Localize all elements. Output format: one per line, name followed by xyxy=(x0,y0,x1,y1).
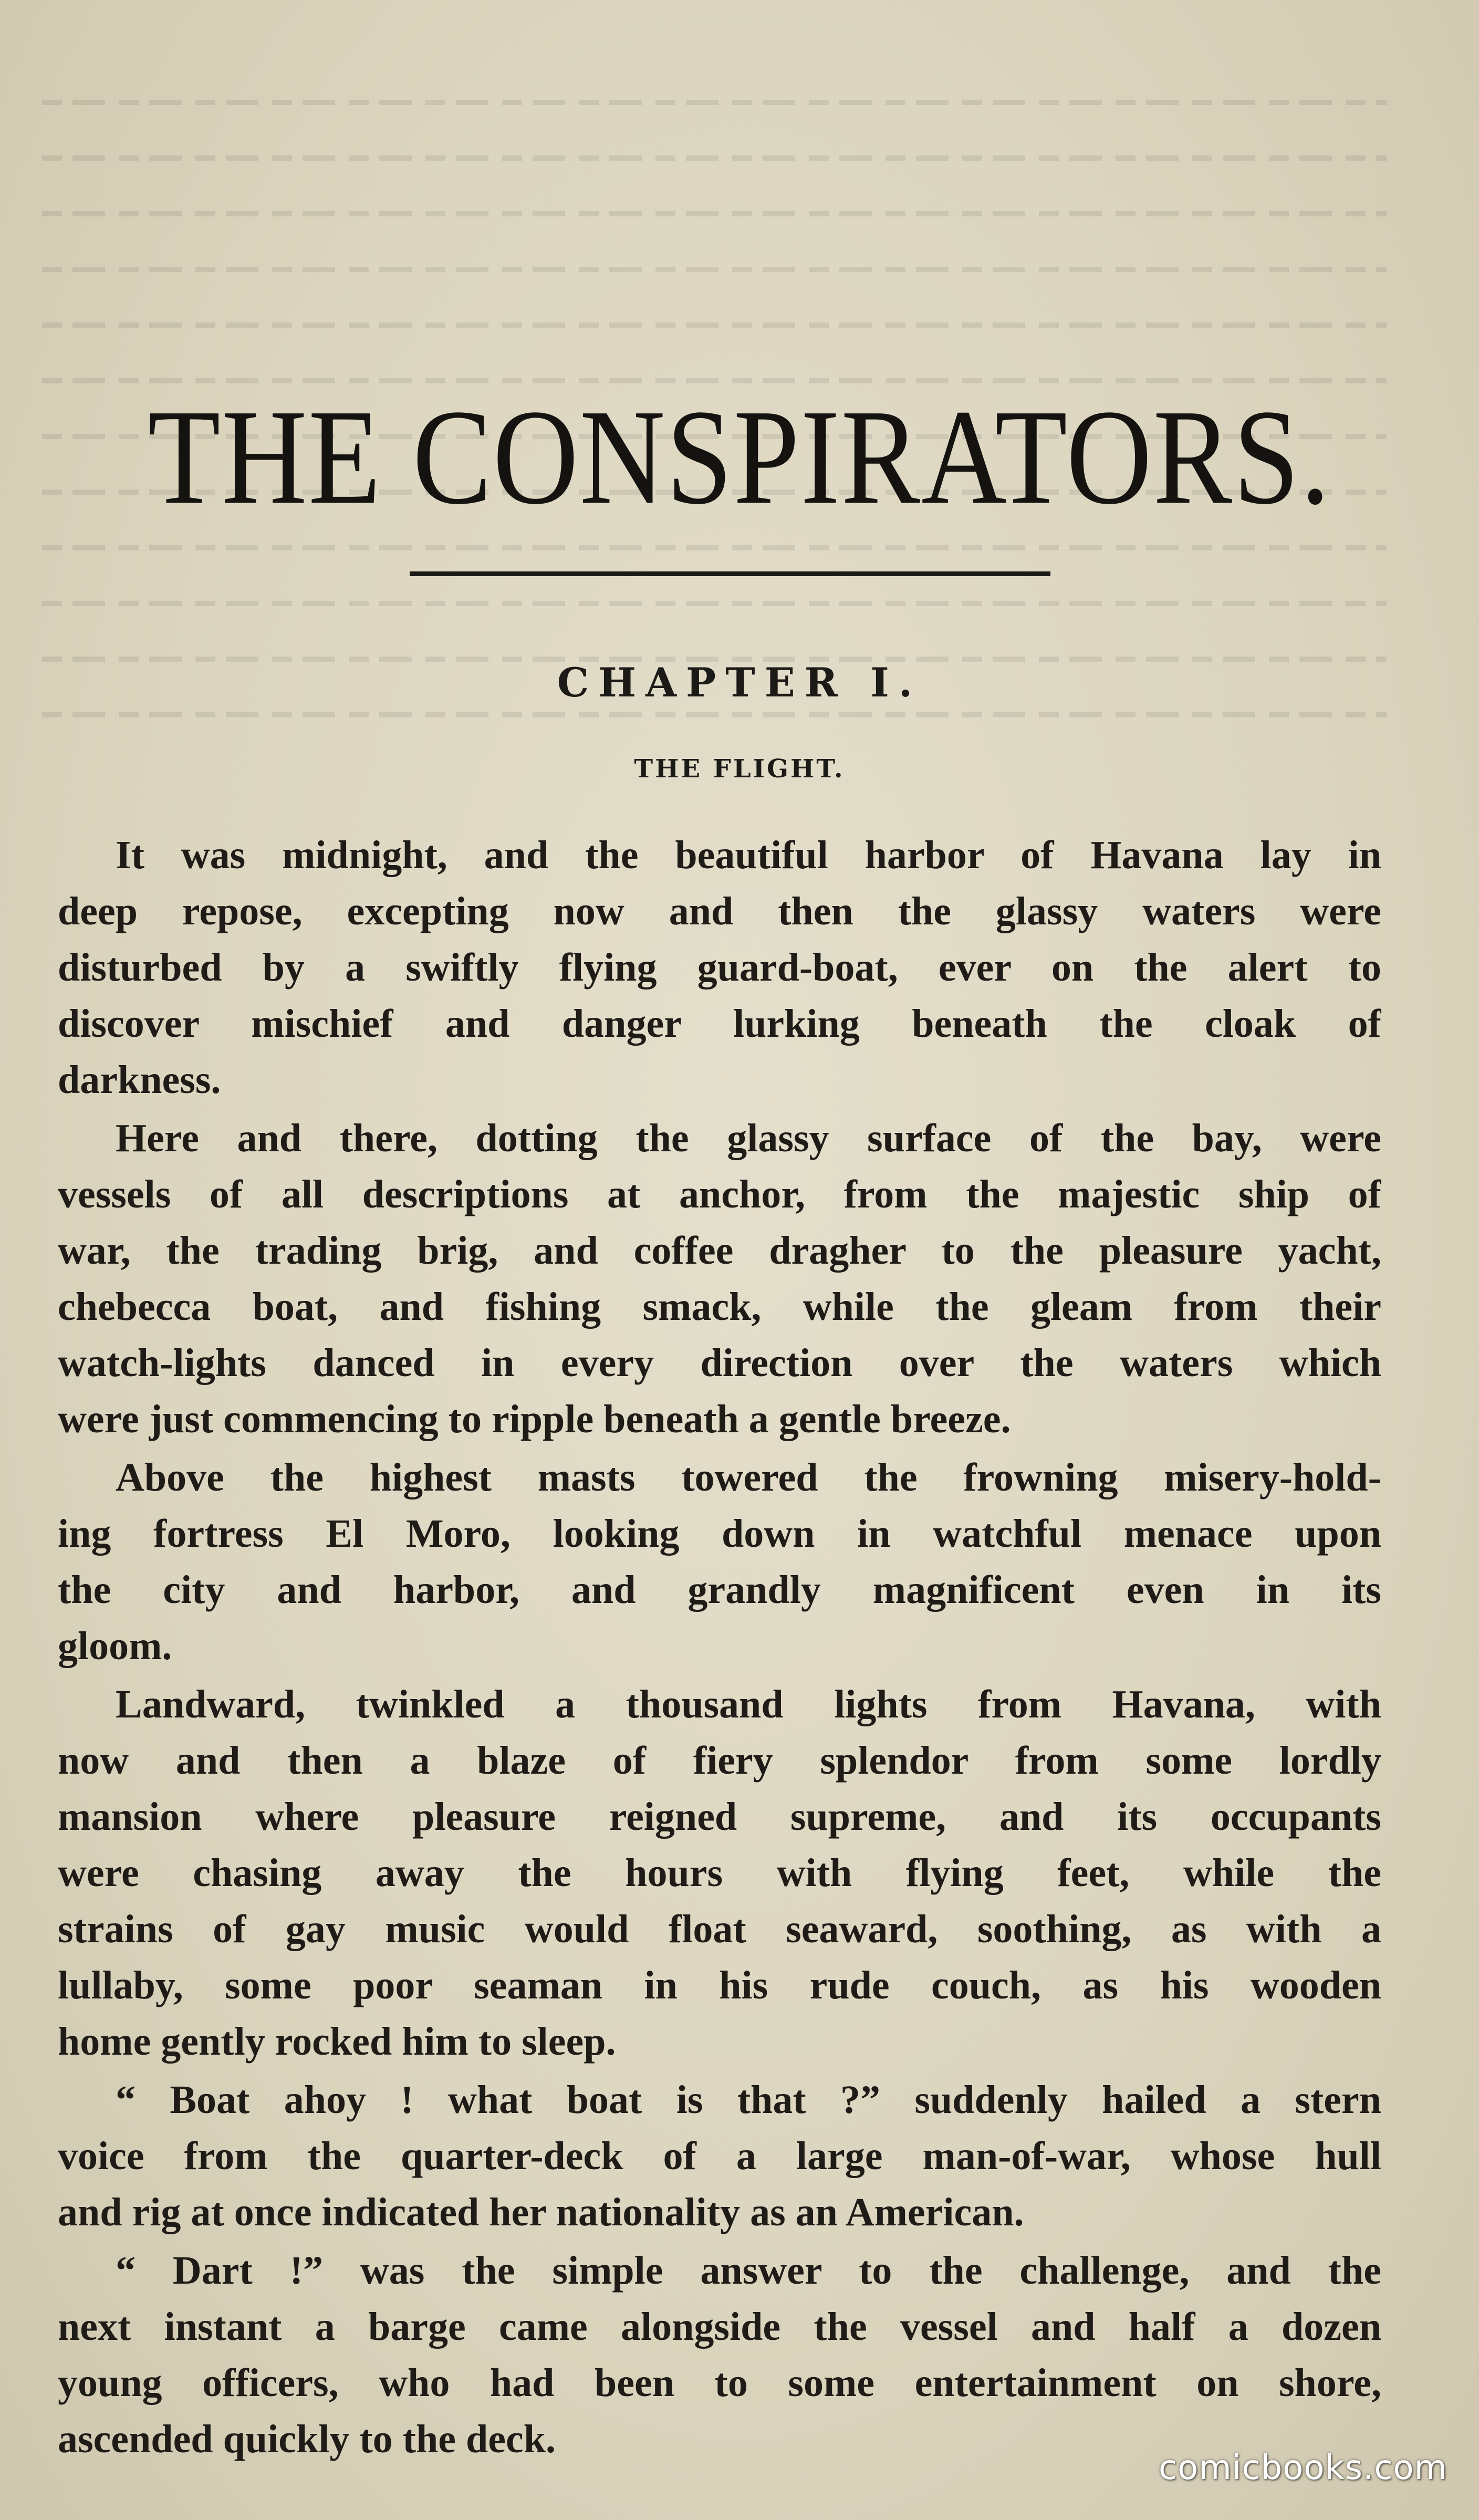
text-line: deep repose, excepting now and then the glassy waters were xyxy=(58,889,1381,933)
text-line: voice from the quarter-deck of a large man-of-war, whose hull xyxy=(58,2134,1381,2178)
paragraph xyxy=(58,1110,1381,1448)
text-line: Above the highest masts towered the frowning misery-hold- xyxy=(116,1455,1381,1499)
page-title: THE CONSPIRATORS. xyxy=(148,381,1331,533)
text-line: Landward, twinkled a thousand lights from Havana, with xyxy=(116,1682,1381,1726)
text-line: mansion where pleasure reigned supreme, and its occupants xyxy=(58,1795,1381,1839)
text-line: discover mischief and danger lurking beneath the cloak of xyxy=(58,1002,1381,1046)
text-line: strains of gay music would float seaward, soothing, as with a xyxy=(58,1907,1381,1951)
text-line: “ Boat ahoy ! what boat is that ?” suddenly hailed a stern xyxy=(116,2078,1381,2122)
text-line: disturbed by a swiftly flying guard-boat, ever on the alert to xyxy=(58,945,1381,990)
text-line: chebecca boat, and fishing smack, while the gleam from their xyxy=(58,1285,1381,1329)
text-line: and rig at once indicated her nationality as an American. xyxy=(58,2190,1024,2234)
paragraph xyxy=(58,1450,1381,1674)
text-line: ascended quickly to the deck. xyxy=(58,2417,556,2461)
text-line: were just commencing to ripple beneath a gentle breeze. xyxy=(58,1397,1011,1441)
text-line: watch-lights danced in every direction over the waters which xyxy=(58,1341,1381,1385)
body-text xyxy=(58,827,1381,2470)
text-line: “ Dart !” was the simple answer to the challenge, and the xyxy=(116,2248,1381,2293)
text-line: Here and there, dotting the glassy surface of the bay, were xyxy=(116,1116,1381,1160)
text-line: the city and harbor, and grandly magnificent even in its xyxy=(58,1568,1381,1612)
chapter-subtitle: THE FLIGHT. xyxy=(634,754,845,784)
text-line: next instant a barge came alongside the vessel and half a dozen xyxy=(58,2305,1381,2349)
text-line: ing fortress El Moro, looking down in watchful menace upon xyxy=(58,1512,1381,1556)
text-line: vessels of all descriptions at anchor, from the majestic ship of xyxy=(58,1172,1381,1216)
text-line: were chasing away the hours with flying feet, while the xyxy=(58,1851,1381,1895)
text-line: war, the trading brig, and coffee dragher to the pleasure yacht, xyxy=(58,1228,1381,1273)
paragraph xyxy=(58,2243,1381,2467)
title-underline xyxy=(410,571,1050,576)
text-line: home gently rocked him to sleep. xyxy=(58,2019,616,2064)
paragraph xyxy=(58,1676,1381,2070)
text-line: lullaby, some poor seaman in his rude couch, as his wooden xyxy=(58,1963,1381,2007)
text-line: It was midnight, and the beautiful harbor of Havana lay in xyxy=(116,833,1381,877)
text-line: darkness. xyxy=(58,1058,221,1102)
text-line: gloom. xyxy=(58,1624,172,1668)
text-line: young officers, who had been to some entertainment on shore, xyxy=(58,2361,1381,2405)
paragraph xyxy=(58,2072,1381,2241)
paragraph xyxy=(58,827,1381,1108)
text-line: now and then a blaze of fiery splendor from some lordly xyxy=(58,1738,1381,1783)
site-watermark: comicbooks.com xyxy=(1158,2449,1447,2487)
chapter-heading: CHAPTER I. xyxy=(557,659,922,706)
